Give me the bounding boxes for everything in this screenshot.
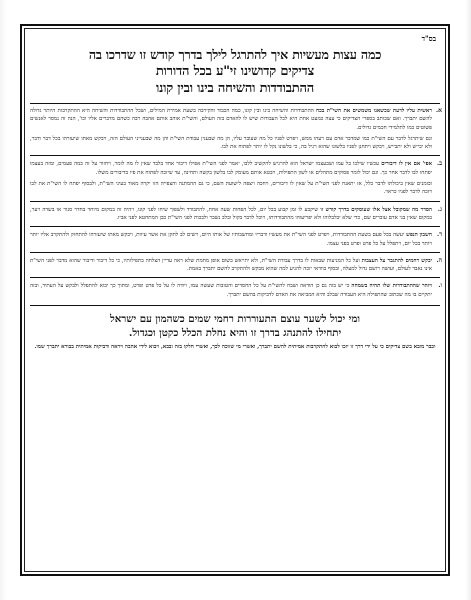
section-divider: [30, 277, 440, 278]
paragraph-lead: ראשית עליו לדעת שכשאנו משמשים את השי"ת בכח: [315, 108, 432, 114]
section-divider: [30, 201, 440, 202]
title-block: [30, 46, 440, 97]
title-divider: [30, 103, 440, 104]
paragraph-1b: [30, 135, 440, 152]
paragraph-marker: א.: [436, 107, 442, 114]
paragraph-text: כי יש בזה גם כן הודאה ושבח להשי"ת על כל החסדים והטובות שעשה עמו, ויודה לו על כל פרט ופרט, ומתוך כך יבוא להתפלל ולבקש על העתיד, ובזה יתקיים בו מה שכתוב שהתפילה היא העבודה שבלב והיא המביאה את האדם לדביקות בהשם יתברך.: [30, 283, 432, 298]
paragraph-marker: ב.: [437, 160, 442, 168]
paragraph-5: [30, 257, 440, 274]
paragraph-1: [30, 107, 440, 132]
footer-title-line-1: ומי יכול לשער עוצם התעוררות רחמי שמים כשהמון עם ישראל: [110, 313, 360, 326]
paragraph-2: [30, 160, 440, 177]
paragraph-2b: [30, 180, 440, 197]
paragraph-marker: ד.: [437, 231, 442, 239]
paragraph-marker: ו.: [438, 282, 442, 290]
paragraph-text: עכשיו שילבו בל עמו ושבעצמו ישראל הוא להרגיש להקשיב ללבו, יאמר לפני השי"ת אפילו דיבור אחד בלבד שאין לו מה לומר, ויחזור על זה כמה פעמים, ומזה בעצמו יפתחו לבו לדבר אחר כך. וגם יכול לומר פסוקים מתהלים או לשון התפילות, ויבטא אותם מעומק לבו בלשון בקשה ותחינה, עד שיזכה לפתוח את פיו בדיבורים משלו.: [30, 161, 432, 176]
paragraph-text: יעשה בכל פעם בשעת ההתבודדות, ויפרט לפני השי"ת את מעשיו ודבריו ומחשבותיו של אותו היום, וישים לב לתקן את אשר עיוות, ויבקש מאתו שיעזרהו להתחזק ולהתקרב אליו יותר ויותר בכל יום, ויתפלל על כל פרט ופרט בפני עצמו.: [30, 232, 432, 247]
paragraph-lead: חשבון הנפש: [406, 232, 432, 239]
paragraph-lead: ויזהר שההתבודדות שלו תהיה בשמחה: [351, 283, 432, 290]
footer-divider: [30, 305, 440, 306]
paragraph-text: שיקבע לו זמן קבוע בכל יום, לכל הפחות שעה אחת, להתבודד ולשפוך שיחו לפני קונו, ויהיה זה במקום מיוחד בחדר סגור או בשדה ויער, במקום שאין בני אדם עוברים שם, כדי שלא יבלבלוהו ולא יפריעוהו מהתבודדותו, ויוכל לדבר בקול ובלב נשבר ולבכות לפני השי"ת כבן המתחטא לפני אביו.: [30, 206, 432, 221]
document-content: [30, 32, 440, 566]
paragraph-marker: ה.: [436, 256, 442, 264]
document-sheet: [20, 24, 450, 576]
paragraph-text: ההתבודדות והשיחה בינו ובין קונו, כמה הכבוד והקירבה בשעת אמירת המילים, ושכל ההתבודדות והשיחה היא ההתקרבות היותר גדולה להשם יתברך. ואם שכותב בספרי הצדיקים כי עצה כמעט אחת היא לכל העבודות שיש לו להאדם בזה העולם, והשי"ת אוהב אותם אהבה רבה כשהם מדברים אליו וכו', הנה זה נמסר לאנשים פשוטים כמו לתלמידי חכמים גדולים.: [30, 108, 432, 131]
paragraph-4: [30, 231, 440, 248]
title-line-2: צדיקים קדושינו זי"ע בכל הדורות: [155, 64, 315, 79]
title-line-1: כמה עצות מעשיות איך להתרגל לילך בדרך קודש זו שדרכו בה: [88, 47, 382, 62]
section-divider: [30, 226, 440, 227]
paragraph-lead: אפי' אם אין לו דיבורים: [381, 161, 432, 168]
paragraph-text: וגם שיתרגל לדבר עם השי"ת כמו שמדבר אדם עם רעהו ממש, ויפרט לפניו כל מה שעובר עליו, הן מה שבענין עבודת השי"ת והן מה שבענייני העולם הזה, ויבקש מאתו שיעזרהו בכל דבר ודבר, ולא יבייש ולא יתבייש, ויבקש ויתחנן לפניו בלשונו שהוא רגיל בה, כי בלשונו נקל לו יותר לפתוח את לבו.: [30, 135, 432, 151]
section-divider: [30, 252, 440, 253]
corner-tag: בס"ד: [421, 34, 436, 43]
paragraph-lead: הסדר מה שמקובל אצל אלו שעוסקים בדרך קודש זו: [320, 206, 432, 213]
paragraph-text: ועל כל המניעות שבאות לו בדרך עבודת השי"ת, ולא יתייאש בשום אופן מחמת שלא ראה עדיין הצלחה בתפילותיו, כי כל דיבור ודיבור שהוא מדבר לפני השי"ת אינו נאבד לעולם, ועושה רושם גדול למעלה, ובסוף בוודאי יזכה להגיע למה שהוא מבקש ולהתקרב להשם יתברך באמת.: [30, 257, 432, 273]
footer-note: וכבר מובא בשם צדיקים כי על ידי דרך זו יזכו לבוא להתקרבות אמיתית להשם יתברך, ואשרי מי שזוכה לכך, ואשרי חלקו בזה ובבא, ויבוא לידי אהבה ויראה ודביקות אמיתית בבורא יתברך שמו.: [34, 344, 436, 351]
paragraph-3: [30, 206, 440, 223]
footer-block: [30, 312, 440, 351]
paragraph-marker: ג.: [437, 205, 442, 213]
footer-title-line-2: יתחילו להתנהג בדרך זו והיא נחלת הכלל כקטן וכגדול.: [128, 327, 342, 340]
paragraph-lead: יבקש רחמים להתגבר על העצבות: [361, 257, 433, 264]
paragraph-text: ובזמנים שאין ביכולתו לדבר כלל, אז יתאנח לפני השי"ת על שאין לו דיבורים, ויחכה ויצפה לישועת השם, כי גם ההמתנה והצפייה הזו יקרה מאוד בעיני השי"ת, ולבסוף יפתח לו השי"ת את לבו ויזכה לדבר לפניו כראוי.: [30, 181, 432, 196]
section-divider: [30, 155, 440, 156]
paragraph-6: [30, 282, 440, 299]
title-line-3: ההתבודדות והשיחה בינו ובין קונו: [155, 81, 315, 96]
